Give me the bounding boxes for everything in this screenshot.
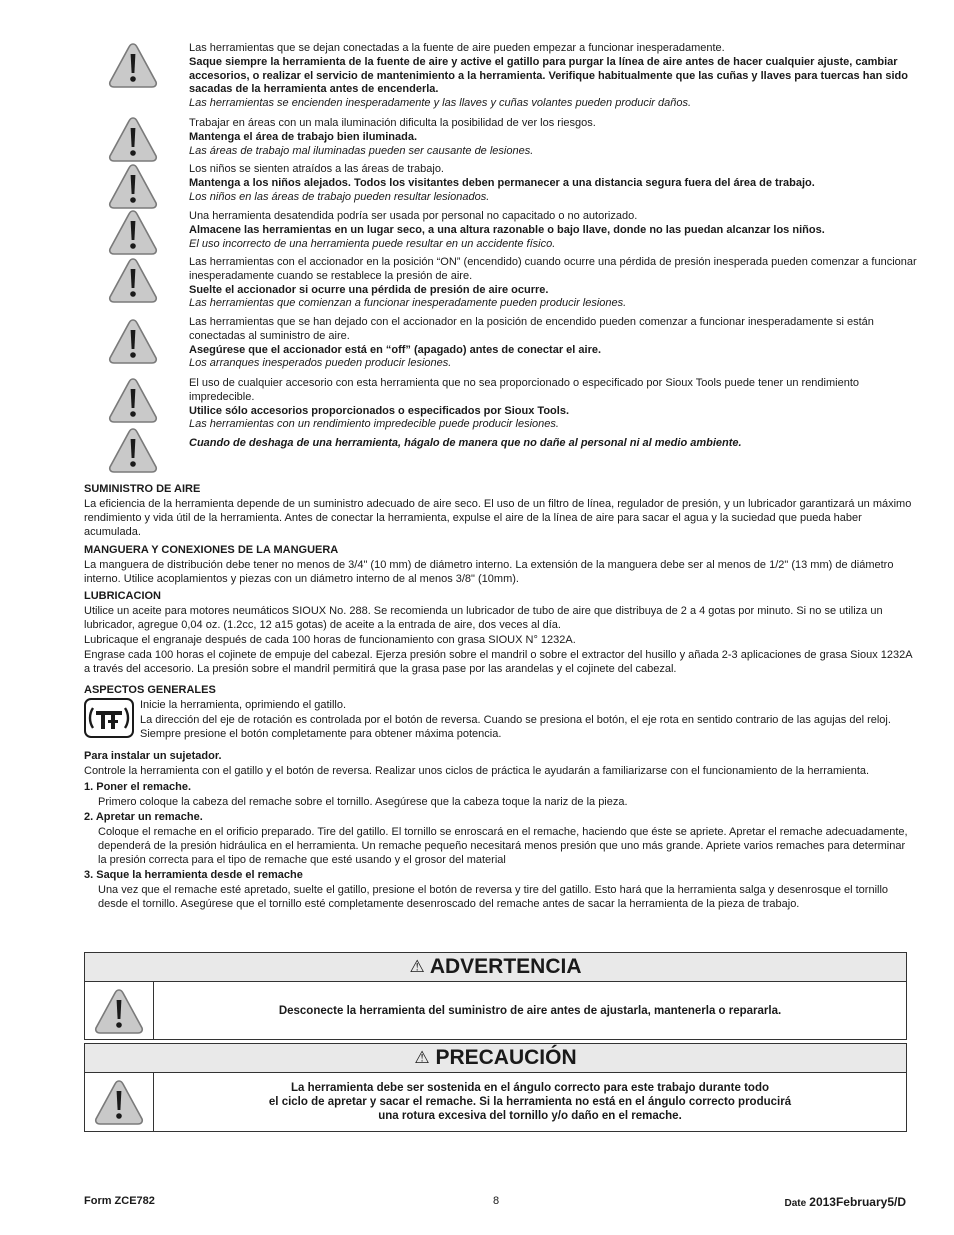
warning-triangle-icon (108, 257, 158, 303)
step-text: Una vez que el remache esté apretado, suelte el gatillo, presione el botón de reversa y tire del gatillo. Esto hará que la herramienta salga y desenrosque el tornillo desde el tornillo. Asegúrese que el tornillo esté completamente desenroscado del remache antes de sacar la herramienta de la pieza de trabajo. (98, 884, 889, 910)
warning-block (189, 316, 919, 371)
warning-instruction: Cuando de deshaga de una herramienta, hágalo de manera que no dañe al personal ni al medio ambiente. (189, 437, 742, 449)
warning-block (189, 117, 919, 158)
warning-triangle-icon (94, 1079, 144, 1125)
warning-triangle-icon (108, 42, 158, 88)
precaucion-message (154, 1073, 906, 1131)
air-supply-section (84, 482, 914, 539)
precaucion-title: PRECAUCIÓN (435, 1046, 577, 1069)
step-text: Coloque el remache en el orificio preparado. Tire del gatillo. El tornillo se enroscará en el remache, haciendo que éste se apriete. Apretar el remache adecuadamente, dependerá de la presión hidráulica en el herramienta. Un remache pequeño necesitará menos presión que uno más grande. Apriete varios remaches para determinar la presión correcta para el tipo de remache que esté usando y el grosor del material (98, 826, 908, 866)
section-text: La eficiencia de la herramienta depende de un suministro adecuado de aire seco. El uso de un filtro de línea, regulador de presión, y un lubricador garantizará un máximo rendimiento y vida útil de la herramienta. Antes de conectar la herramienta, expulse el aire de la línea de aire para sacar el agua y la suciedad que pueda haber acumulada. (84, 498, 912, 538)
warning-consequence: Las áreas de trabajo mal iluminadas pueden ser causante de lesiones. (189, 144, 534, 157)
section-text: Utilice un aceite para motores neumáticos SIOUX No. 288. Se recomienda un lubricador de tubo de aire que distribuya de 2 a 4 gotas por minuto. Si no se utiliza un lubricador, agregue 0,04 oz. (1.2cc, 12 a15 gotas) de aceite a la entrada de aire, dos veces al día. (84, 605, 883, 631)
warning-hazard: El uso de cualquier accesorio con esta herramienta que no sea proporcionado o especificado por Sioux Tools puede tener un rendimiento impredecible. (189, 377, 860, 403)
general-text (140, 698, 912, 741)
warning-triangle-icon (108, 377, 158, 423)
warning-triangle-icon (108, 209, 158, 255)
warning-hazard: Las herramientas que se dejan conectadas a la fuente de aire pueden empezar a funcionar inesperadamente. (189, 42, 725, 54)
lubrication-section (84, 589, 914, 676)
warning-instruction: Mantenga a los niños alejados. Todos los visitantes deben permanecer a una distancia segura fuera del área de trabajo. (189, 176, 815, 189)
precaucion-line: una rotura excesiva del tornillo y/o daño en el remache. (378, 1110, 682, 1122)
advertencia-message: Desconecte la herramienta del suministro de aire antes de ajustarla, mantenerla o repararla. (278, 1004, 782, 1017)
section-text: Engrase cada 100 horas el cojinete de empuje del cabezal. Ejerza presión sobre el mandril o sobre el extractor del husillo y añada 2-3 aplicaciones de grasa Sioux 1232A a través del accesorio. La presión sobre el mandril permitirá que la grasa pase por las arandelas y el cojinete del cabezal. (84, 649, 912, 675)
step-text: Primero coloque la cabeza del remache sobre el tornillo. Asegúrese que la cabeza toque la nariz de la pieza. (98, 796, 628, 808)
advertencia-box (84, 952, 907, 1040)
page-number: 8 (493, 1195, 500, 1207)
warning-sign-icon: ⚠ (409, 957, 425, 976)
step-heading: 3. Saque la herramienta desde el remache (84, 869, 303, 881)
footer-date-label: Date (784, 1198, 807, 1209)
warning-instruction: Saque siempre la herramienta de la fuente de aire y active el gatillo para purgar la línea de aire antes de hacer cualquier ajuste, cambiar accesorios, o realizar el servicio de mantenimiento a la herramienta. Verifique habitualmente que las cuñas y llaves para tuercas han sido sacadas de la herramienta antes de encenderla. (189, 55, 908, 96)
warning-triangle-icon (108, 163, 158, 209)
warning-sign-icon: ⚠ (414, 1048, 430, 1067)
precaucion-line: el ciclo de apretar y sacar el remache. Si la herramienta no está en el ángulo correcto producirá (268, 1096, 792, 1108)
warning-triangle-icon (108, 116, 158, 162)
footer-form: Form ZCE782 (84, 1195, 155, 1207)
hose-section (84, 543, 914, 586)
warning-block (189, 377, 919, 432)
warning-consequence: Las herramientas que comienzan a funcionar inesperadamente pueden producir lesiones. (189, 297, 627, 310)
footer-date (785, 1195, 906, 1209)
warning-instruction: Suelte el accionador si ocurre una pérdida de presión de aire ocurre. (189, 283, 549, 296)
warning-consequence: Los arranques inesperados pueden producir lesiones. (189, 357, 452, 370)
section-text: Inicie la herramienta, oprimiendo el gatillo. (140, 699, 347, 711)
warning-consequence: El uso incorrecto de una herramienta puede resultar en un accidente físico. (189, 237, 556, 250)
precaucion-box (84, 1043, 907, 1132)
step-heading: 1. Poner el remache. (84, 781, 191, 793)
warning-consequence: Las herramientas se encienden inesperadamente y las llaves y cuñas volantes pueden producir daños. (189, 97, 692, 110)
warning-block (189, 42, 919, 111)
section-heading: SUMINISTRO DE AIRE (84, 483, 201, 495)
precaucion-line: La herramienta debe ser sostenida en el ángulo correcto para este trabajo durante todo (290, 1082, 770, 1094)
warning-consequence: Las herramientas con un rendimiento impredecible puede producir lesiones. (189, 418, 559, 431)
section-heading: LUBRICACION (84, 590, 161, 602)
step-heading: 2. Apretar un remache. (84, 811, 203, 823)
warning-instruction: Mantenga el área de trabajo bien iluminada. (189, 130, 418, 143)
section-text: Lubricaque el engranaje después de cada 100 horas de funcionamiento con grasa SIOUX N° 1232A. (84, 634, 576, 646)
warning-hazard: Los niños se sienten atraídos a las áreas de trabajo. (189, 163, 444, 175)
warning-block (189, 437, 919, 451)
general-section (84, 683, 914, 697)
section-heading: MANGUERA Y CONEXIONES DE LA MANGUERA (84, 544, 339, 556)
advertencia-title: ADVERTENCIA (429, 955, 582, 978)
warning-triangle-icon (108, 318, 158, 364)
warning-triangle-icon (94, 988, 144, 1034)
warning-hazard: Una herramienta desatendida podría ser usada por personal no capacitado o no autorizado. (189, 210, 638, 222)
section-heading: ASPECTOS GENERALES (84, 684, 216, 696)
section-text: La manguera de distribución debe tener no menos de 3/4" (10 mm) de diámetro interno. La extensión de la manguera debe ser al menos de 1/2" (13 mm) de diámetro interno. Utilice acoplamientos y piezas con un diámetro interno de al menos 3/8" (10mm). (84, 559, 894, 585)
warning-hazard: Las herramientas que se han dejado con el accionador en la posición de encendido pueden comenzar a funcionar inesperadamente si están conectadas al suministro de aire. (189, 316, 874, 342)
warning-block (189, 163, 919, 204)
warning-consequence: Los niños en las áreas de trabajo pueden resultar lesionados. (189, 190, 490, 203)
warning-hazard: Trabajar en áreas con un mala iluminación dificulta la posibilidad de ver los riesgos. (189, 117, 596, 129)
section-text: Controle la herramienta con el gatillo y el botón de reversa. Realizar unos ciclos de práctica le ayudarán a familiarizarse con el funcionamiento de la herramienta. (84, 765, 870, 777)
warning-hazard: Las herramientas con el accionador en la posición “ON” (encendido) cuando ocurre una pérdida de presión inesperada pueden comenzar a funcionar inesperadamente cuando se restablece la presión de aire. (189, 256, 917, 282)
section-text: La dirección del eje de rotación es controlada por el botón de reversa. Cuando se presiona el botón, el eje rota en sentido contrario de las agujas del reloj. Siempre presione el botón completamente para obtener máxima potencia. (140, 714, 891, 740)
warning-block (189, 210, 919, 251)
install-section (84, 749, 914, 911)
warning-instruction: Utilice sólo accesorios proporcionados o especificados por Sioux Tools. (189, 404, 569, 417)
trigger-icon (84, 698, 134, 738)
warning-block (189, 256, 919, 311)
warning-triangle-icon (108, 427, 158, 473)
section-heading: Para instalar un sujetador. (84, 750, 222, 762)
precaucion-header (85, 1044, 906, 1073)
warning-instruction: Almacene las herramientas en un lugar seco, a una altura razonable o bajo llave, donde no las puedan alcanzar los niños. (189, 223, 825, 236)
advertencia-header (85, 953, 906, 982)
footer-date-value: 2013February5/D (809, 1195, 906, 1209)
warning-instruction: Asegúrese que el accionador está en “off” (apagado) antes de conectar el aire. (189, 343, 602, 356)
